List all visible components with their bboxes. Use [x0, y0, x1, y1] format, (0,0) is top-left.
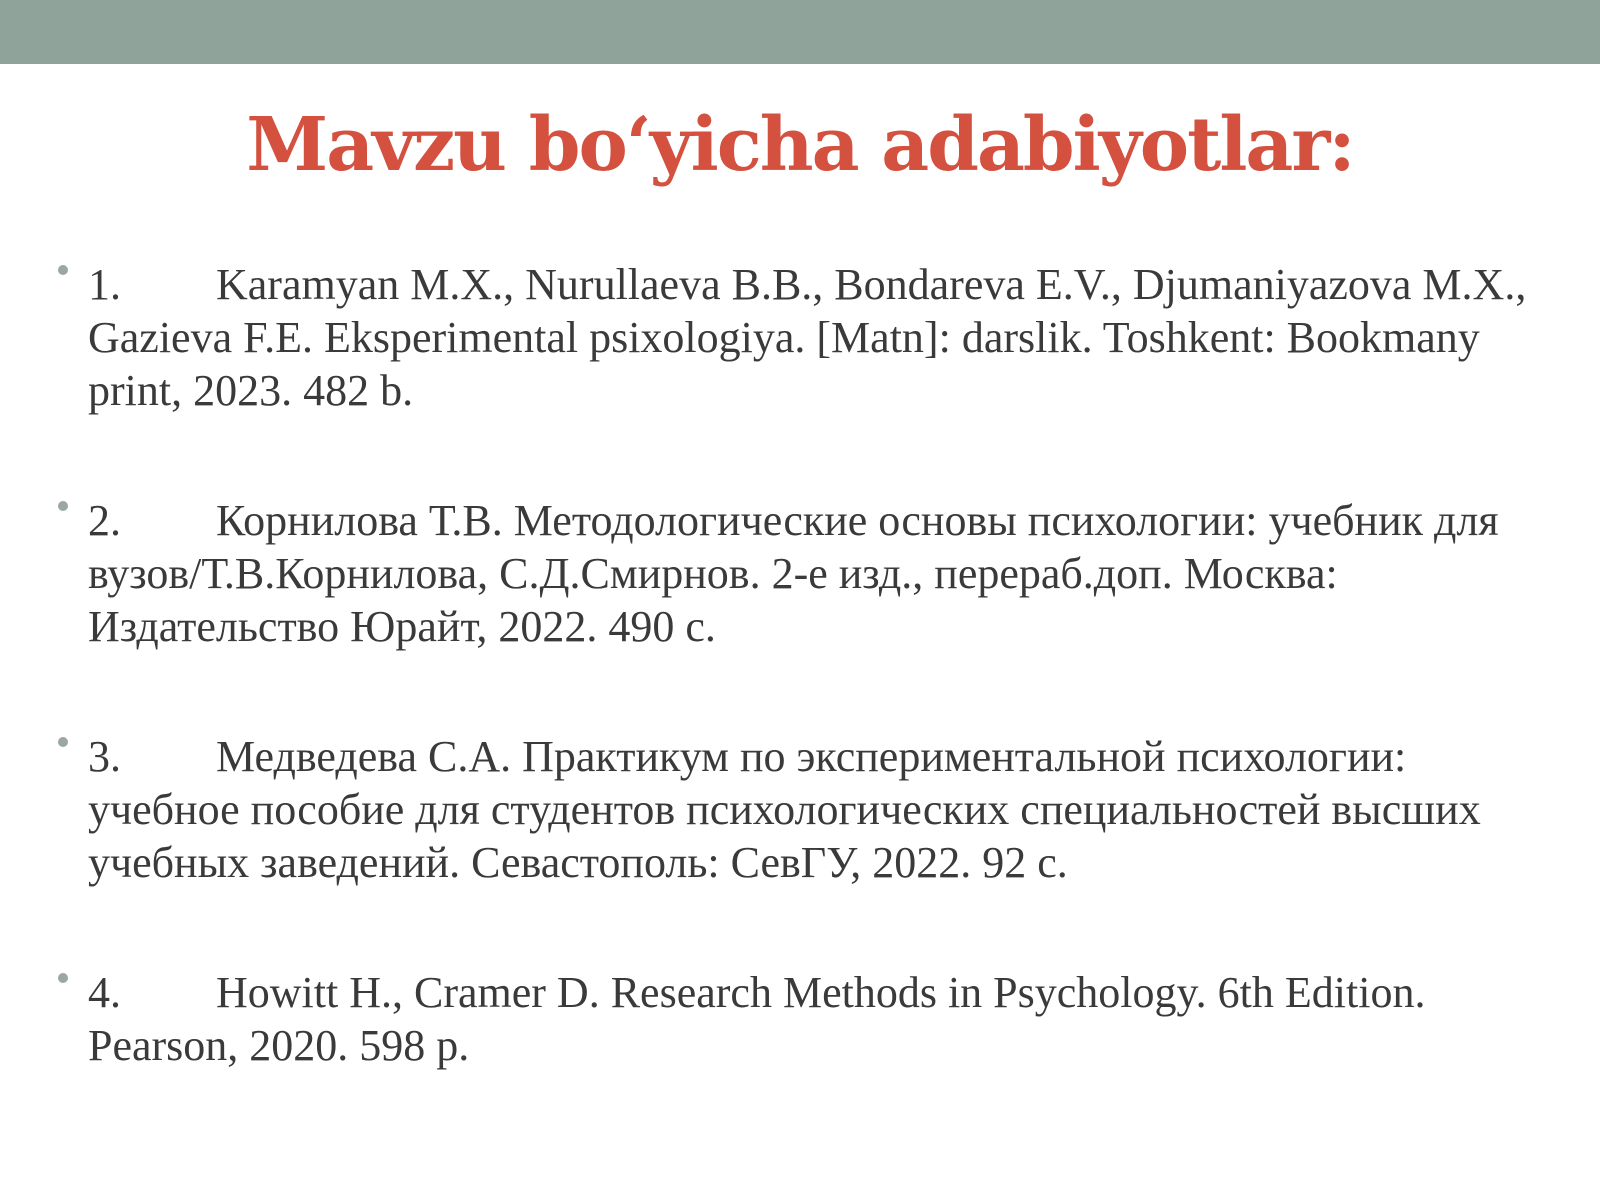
bullet-icon: [58, 501, 68, 511]
reference-number: 3.: [88, 732, 121, 781]
reference-number: 2.: [88, 496, 121, 545]
header-bar: [0, 0, 1600, 64]
reference-number: 4.: [88, 968, 121, 1017]
reference-text: Karamyan M.X., Nurullaeva B.B., Bondareva E.V., Djumaniyazova M.X., Gazieva F.E. Eksperimental psixologiya. [Matn]: darslik. Toshkent: Bookmany print, 2023. 482 b.: [88, 260, 1527, 415]
reference-item-3: [88, 730, 1568, 889]
reference-text: Howitt H., Cramer D. Research Methods in Psychology. 6th Edition. Pearson, 2020. 598 p.: [88, 968, 1426, 1070]
reference-item-1: [88, 258, 1568, 417]
bullet-icon: [58, 737, 68, 747]
reference-number: 1.: [88, 260, 121, 309]
bullet-icon: [58, 265, 68, 275]
reference-text: Корнилова Т.В. Методологические основы психологии: учебник для вузов/Т.В.Корнилова, С.Д.Смирнов. 2-е изд., перераб.доп. Москва: Издательство Юрайт, 2022. 490 с.: [88, 496, 1499, 651]
reference-item-4: [88, 966, 1568, 1072]
reference-text: Медведева С.А. Практикум по экспериментальной психологии: учебное пособие для студентов психологических специальностей высших учебных заведений. Севастополь: СевГУ, 2022. 92 с.: [88, 732, 1481, 887]
reference-item-2: [88, 494, 1568, 653]
slide-title: Mavzu bo‘yicha adabiyotlar:: [246, 102, 1354, 188]
bullet-icon: [58, 973, 68, 983]
